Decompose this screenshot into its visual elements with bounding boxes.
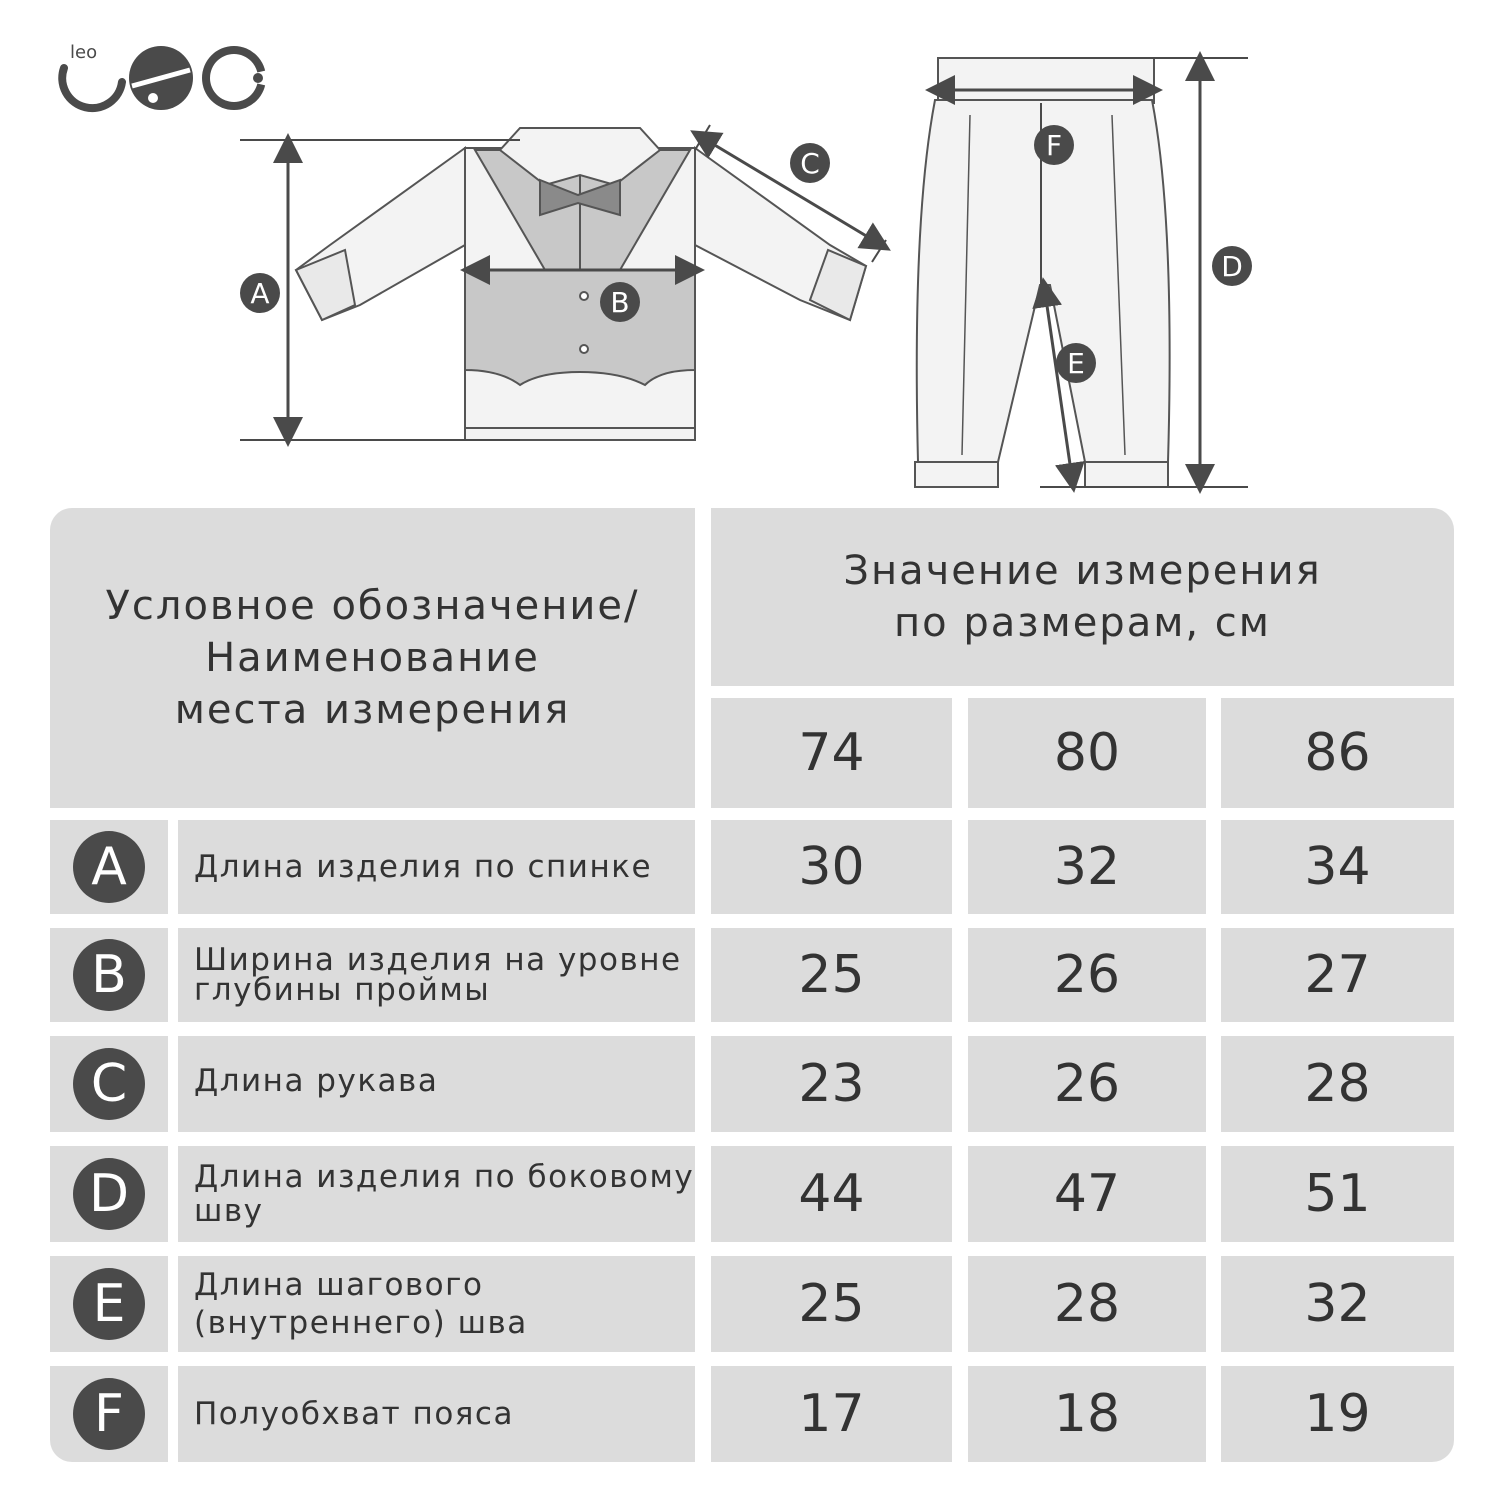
garment-diagram bbox=[0, 0, 1501, 500]
row-b-value-74: 25 bbox=[711, 928, 952, 1022]
row-a-value-74: 30 bbox=[711, 820, 952, 914]
row-e-value-74: 25 bbox=[711, 1256, 952, 1352]
svg-text:A: A bbox=[250, 277, 270, 310]
row-b-value-80: 26 bbox=[968, 928, 1206, 1022]
row-c-code-cell bbox=[50, 1036, 168, 1132]
row-c-badge: C bbox=[73, 1048, 145, 1120]
row-d-label: Длина изделия по боковому шву bbox=[178, 1146, 695, 1242]
row-b-code-cell bbox=[50, 928, 168, 1022]
svg-text:F: F bbox=[1045, 129, 1063, 162]
row-d-badge: D bbox=[73, 1158, 145, 1230]
marker-a bbox=[240, 273, 280, 313]
marker-e bbox=[1056, 343, 1096, 383]
row-f-label: Полуобхват пояса bbox=[178, 1366, 695, 1462]
row-b-value-86: 27 bbox=[1221, 928, 1454, 1022]
row-e-badge: E bbox=[73, 1268, 145, 1340]
svg-text:E: E bbox=[1067, 347, 1085, 380]
row-b-label: Ширина изделия на уровне глубины проймы bbox=[178, 928, 695, 1022]
row-c-value-74: 23 bbox=[711, 1036, 952, 1132]
pants-drawing bbox=[915, 58, 1170, 487]
row-c-value-80: 26 bbox=[968, 1036, 1206, 1132]
row-f-code-cell bbox=[50, 1366, 168, 1462]
brand-small-text: leo bbox=[70, 42, 98, 63]
row-a-code-cell bbox=[50, 820, 168, 914]
size-header-86: 86 bbox=[1221, 698, 1454, 808]
row-b-badge: B bbox=[73, 939, 145, 1011]
row-a-value-86: 34 bbox=[1221, 820, 1454, 914]
row-a-value-80: 32 bbox=[968, 820, 1206, 914]
shirt-drawing bbox=[296, 128, 866, 440]
row-d-value-86: 51 bbox=[1221, 1146, 1454, 1242]
row-d-value-80: 47 bbox=[968, 1146, 1206, 1242]
header-right-text: Значение измерения по размерам, см bbox=[843, 548, 1322, 646]
svg-text:D: D bbox=[1221, 250, 1243, 283]
row-f-value-80: 18 bbox=[968, 1366, 1206, 1462]
row-e-code-cell bbox=[50, 1256, 168, 1352]
row-f-badge: F bbox=[73, 1378, 145, 1450]
row-d-value-74: 44 bbox=[711, 1146, 952, 1242]
row-a-label: Длина изделия по спинке bbox=[178, 820, 695, 914]
svg-text:C: C bbox=[800, 147, 820, 180]
row-f-value-74: 17 bbox=[711, 1366, 952, 1462]
header-right-cell bbox=[711, 508, 1454, 686]
row-e-label: Длина шагового (внутреннего) шва bbox=[178, 1256, 695, 1352]
size-header-74: 74 bbox=[711, 698, 952, 808]
row-c-label: Длина рукава bbox=[178, 1036, 695, 1132]
header-left-text: Условное обозначение/ Наименование места измерения bbox=[105, 583, 640, 733]
row-f-value-86: 19 bbox=[1221, 1366, 1454, 1462]
marker-d bbox=[1212, 246, 1252, 286]
row-e-value-86: 32 bbox=[1221, 1256, 1454, 1352]
svg-text:B: B bbox=[610, 286, 630, 319]
header-left-cell bbox=[50, 508, 695, 808]
marker-f bbox=[1034, 125, 1074, 165]
row-c-value-86: 28 bbox=[1221, 1036, 1454, 1132]
row-a-badge: A bbox=[73, 831, 145, 903]
size-header-80: 80 bbox=[968, 698, 1206, 808]
marker-b bbox=[600, 282, 640, 322]
marker-c bbox=[790, 143, 830, 183]
row-d-code-cell bbox=[50, 1146, 168, 1242]
row-e-value-80: 28 bbox=[968, 1256, 1206, 1352]
